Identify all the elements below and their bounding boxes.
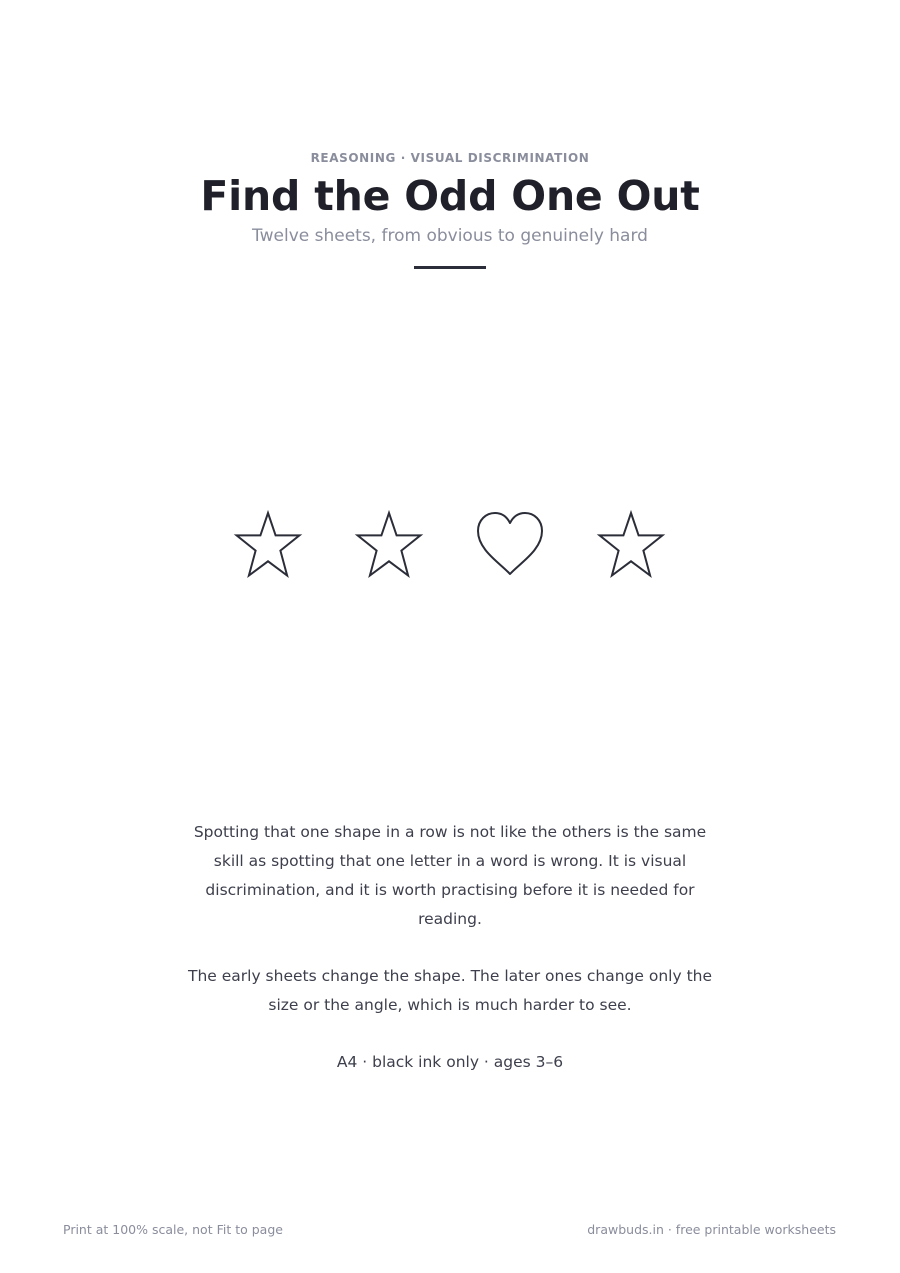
- star-icon: [591, 505, 671, 585]
- title-divider: [414, 266, 486, 269]
- star-icon: [349, 505, 429, 585]
- page-footer: [63, 1222, 836, 1242]
- site-credit: drawbuds.in · free printable worksheets: [587, 1222, 836, 1237]
- heart-icon: [470, 505, 550, 585]
- description-paragraph: Spotting that one shape in a row is not like the others is the same skill as spotting that one letter in a word is wrong. It is visual discrimination, and it is worth practising before it is needed for reading.: [193, 823, 707, 928]
- page-header: [0, 150, 900, 269]
- description-paragraph: The early sheets change the shape. The later ones change only the size or the angle, which is much harder to see.: [187, 967, 713, 1014]
- category-label: REASONING · VISUAL DISCRIMINATION: [310, 151, 590, 165]
- worksheet-meta: A4 · black ink only · ages 3–6: [336, 1053, 564, 1071]
- print-note: Print at 100% scale, not Fit to page: [63, 1222, 283, 1237]
- star-icon: [228, 505, 308, 585]
- example-shape-row: [0, 505, 900, 585]
- page-title: Find the Odd One Out: [200, 172, 700, 220]
- description: [180, 818, 720, 1077]
- page-subtitle: Twelve sheets, from obvious to genuinely hard: [252, 226, 648, 246]
